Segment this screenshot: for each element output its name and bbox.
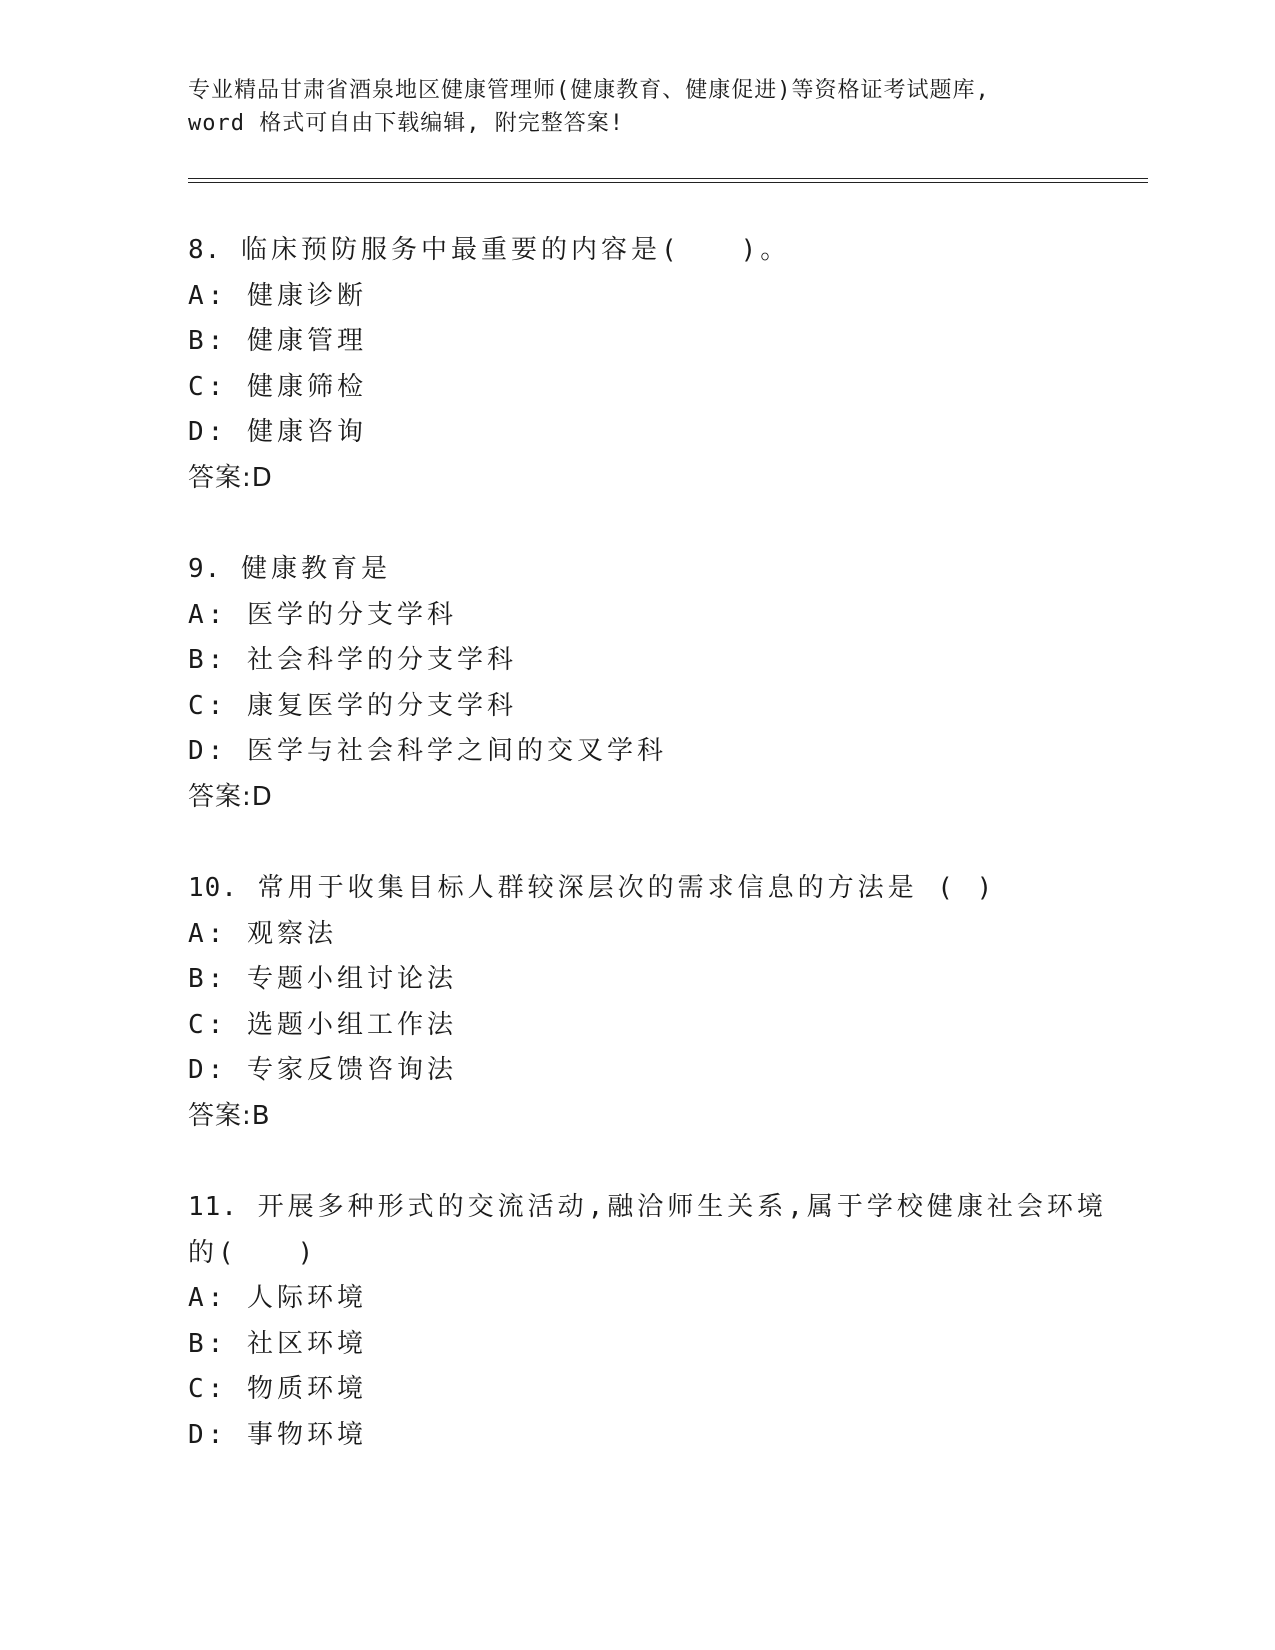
answer-line: 答案:D [188,462,273,493]
answer-line: 答案:B [188,1100,271,1131]
option-text: 健康咨询 [246,417,367,447]
option-a [188,912,1148,958]
question-number: 10. [188,873,238,903]
option-a [188,274,1148,320]
option-label: B: [188,645,228,675]
option-c [188,1367,1148,1413]
option-label: B: [188,326,228,356]
question-8 [188,228,1148,501]
question-text: 开展多种形式的交流活动,融洽师生关系,属于学校健康社会环境 [257,1192,1107,1222]
option-c [188,684,1148,730]
question-text: 常用于收集目标人群较深层次的需求信息的方法是 ( ) [257,873,997,903]
option-c [188,1003,1148,1049]
option-text: 健康管理 [246,326,367,356]
option-d [188,1048,1148,1094]
option-d [188,1413,1148,1459]
option-label: B: [188,964,228,994]
option-b [188,319,1148,365]
question-stem [188,228,1148,274]
question-10 [188,866,1148,1139]
document-page [188,74,1148,1504]
header-double-rule [188,178,1148,183]
option-a [188,1276,1148,1322]
option-d [188,410,1148,456]
option-label: C: [188,371,228,402]
option-text: 人际环境 [246,1283,367,1313]
question-stem [188,547,1148,593]
question-list [188,228,1148,1458]
question-number: 8. [188,235,222,265]
option-label: C: [188,1374,228,1404]
option-label: A: [188,280,228,311]
question-stem [188,1185,1148,1231]
option-text: 健康诊断 [246,280,367,311]
option-b [188,957,1148,1003]
option-label: A: [188,1283,228,1313]
option-label: D: [188,736,228,766]
option-a [188,593,1148,639]
option-text: 选题小组工作法 [246,1009,457,1040]
option-text: 专家反馈咨询法 [246,1055,457,1085]
question-number: 9. [188,554,222,584]
option-d [188,729,1148,775]
option-text: 医学的分支学科 [246,599,457,630]
question-11 [188,1185,1148,1458]
option-c [188,365,1148,411]
question-9 [188,547,1148,820]
option-text: 观察法 [246,918,337,949]
header-line-1: 专业精品甘肃省酒泉地区健康管理师(健康教育、健康促进)等资格证考试题库, [188,78,990,103]
option-text: 社会科学的分支学科 [246,645,517,675]
option-text: 社区环境 [246,1328,367,1359]
question-text: 健康教育是 [240,554,391,584]
option-text: 康复医学的分支学科 [246,690,517,721]
option-label: C: [188,1009,228,1040]
option-text: 物质环境 [246,1374,367,1404]
option-b [188,638,1148,684]
header-line-2: word 格式可自由下载编辑, 附完整答案! [188,111,624,136]
option-label: B: [188,1328,228,1359]
option-label: D: [188,1419,228,1450]
option-label: D: [188,1055,228,1085]
option-label: D: [188,417,228,447]
question-number: 11. [188,1192,238,1222]
option-text: 专题小组讨论法 [246,964,457,994]
question-text: 临床预防服务中最重要的内容是( )。 [240,235,791,265]
question-stem-continued: 的( ) [188,1237,318,1268]
question-stem [188,866,1148,912]
option-b [188,1322,1148,1368]
document-header [188,74,1148,140]
answer-line: 答案:D [188,781,273,812]
option-text: 事物环境 [246,1419,367,1450]
option-text: 健康筛检 [246,371,367,402]
option-label: A: [188,599,228,630]
option-label: A: [188,918,228,949]
option-text: 医学与社会科学之间的交叉学科 [246,736,667,766]
option-label: C: [188,690,228,721]
